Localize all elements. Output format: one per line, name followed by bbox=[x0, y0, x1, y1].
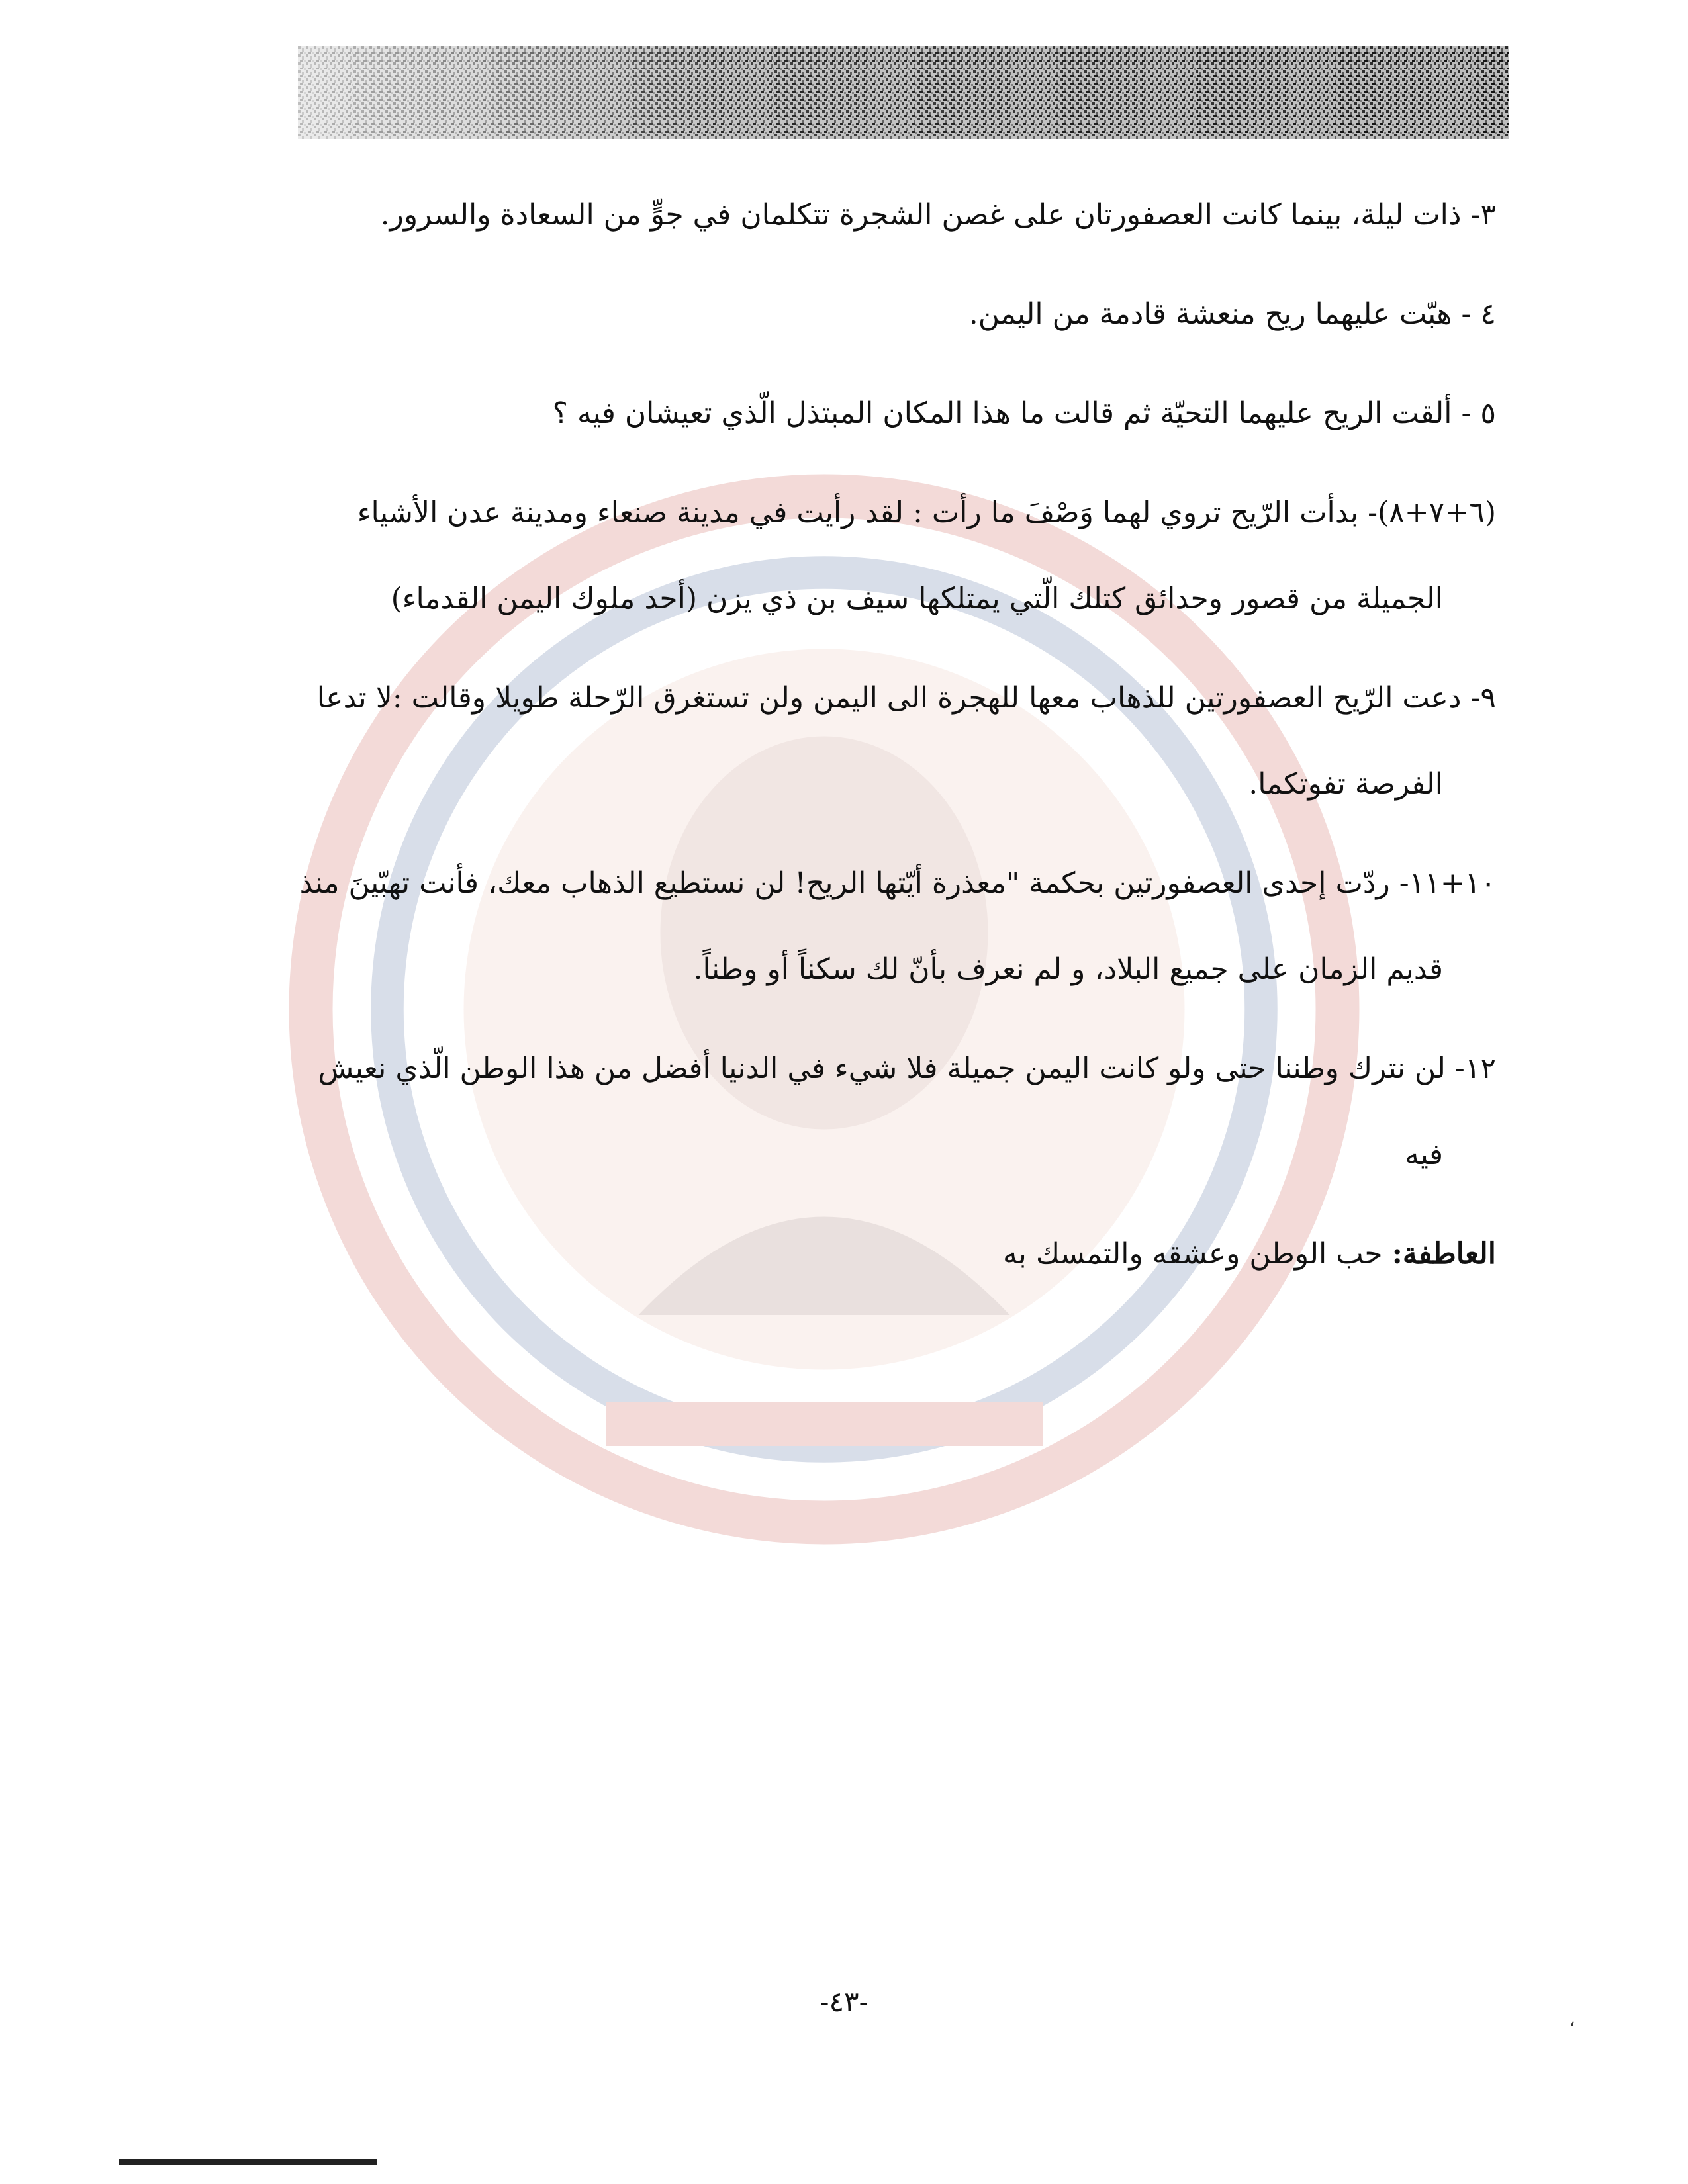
emotion-text: حب الوطن وعشقه والتمسك به bbox=[1003, 1237, 1383, 1271]
paragraph-text: لن نترك وطننا حتى ولو كانت اليمن جميلة فلا شيء في الدنيا أفضل من هذا الوطن الّذي نعيش فيه bbox=[318, 1052, 1446, 1171]
paragraph-text: دعت الرّيح العصفورتين للذهاب معها للهجرة الى اليمن ولن تستغرق الرّحلة طويلا وقالت :لا تدعا الفرصة تفوتكما. bbox=[316, 681, 1462, 801]
paragraph-number: ٥ - bbox=[1461, 396, 1496, 430]
paragraph-10-11 bbox=[285, 841, 1496, 1013]
document-body bbox=[285, 172, 1496, 1310]
paragraph-text: هبّت عليهما ريح منعشة قادمة من اليمن. bbox=[968, 297, 1452, 331]
paragraph-3 bbox=[285, 172, 1496, 258]
paragraph-text: ألقت الريح عليهما التحيّة ثم قالت ما هذا المكان المبتذل الّذي تعيشان فيه ؟ bbox=[552, 396, 1452, 430]
paragraph-text: ردّت إحدى العصفورتين بحكمة "معذرة أيّتها الريح! لن نستطيع الذهاب معك، فأنت تهبّينَ منذ قديم الزمان على جميع البلاد، و لم نعرف بأنّ لك سكناً أو وطناً. bbox=[299, 866, 1443, 986]
paragraph-number: ١٠+١١- bbox=[1399, 866, 1496, 900]
stray-mark: ، bbox=[1569, 2009, 1575, 2032]
paragraph-4 bbox=[285, 271, 1496, 357]
paragraph-5 bbox=[285, 371, 1496, 457]
paragraph-number: ٩- bbox=[1470, 681, 1496, 715]
bottom-rule bbox=[119, 2159, 377, 2165]
page-number: -٤٣- bbox=[820, 1985, 868, 2018]
decorative-banner bbox=[298, 46, 1509, 139]
emotion-label: العاطفة: bbox=[1391, 1237, 1496, 1271]
paragraph-number: ١٢- bbox=[1454, 1052, 1496, 1085]
paragraph-text: بدأت الرّيح تروي لهما وَصْفَ ما رأت : لقد رأيت في مدينة صنعاء ومدينة عدن الأشياء الجميلة من قصور وحدائق كتلك الّتي يمتلكها سيف بن ذي يزن (أحد ملوك اليمن القدماء) bbox=[357, 496, 1443, 615]
paragraph-number: ٣- bbox=[1470, 198, 1496, 232]
paragraph-number: (٦+٧+٨)- bbox=[1368, 496, 1496, 529]
paragraph-number: ٤ - bbox=[1461, 297, 1496, 331]
paragraph-9 bbox=[285, 655, 1496, 827]
paragraph-12 bbox=[285, 1026, 1496, 1198]
emotion-line bbox=[285, 1211, 1496, 1297]
paragraph-6-7-8 bbox=[285, 470, 1496, 642]
paragraph-text: ذات ليلة، بينما كانت العصفورتان على غصن الشجرة تتكلمان في جوٍّ من السعادة والسرور. bbox=[380, 198, 1462, 232]
